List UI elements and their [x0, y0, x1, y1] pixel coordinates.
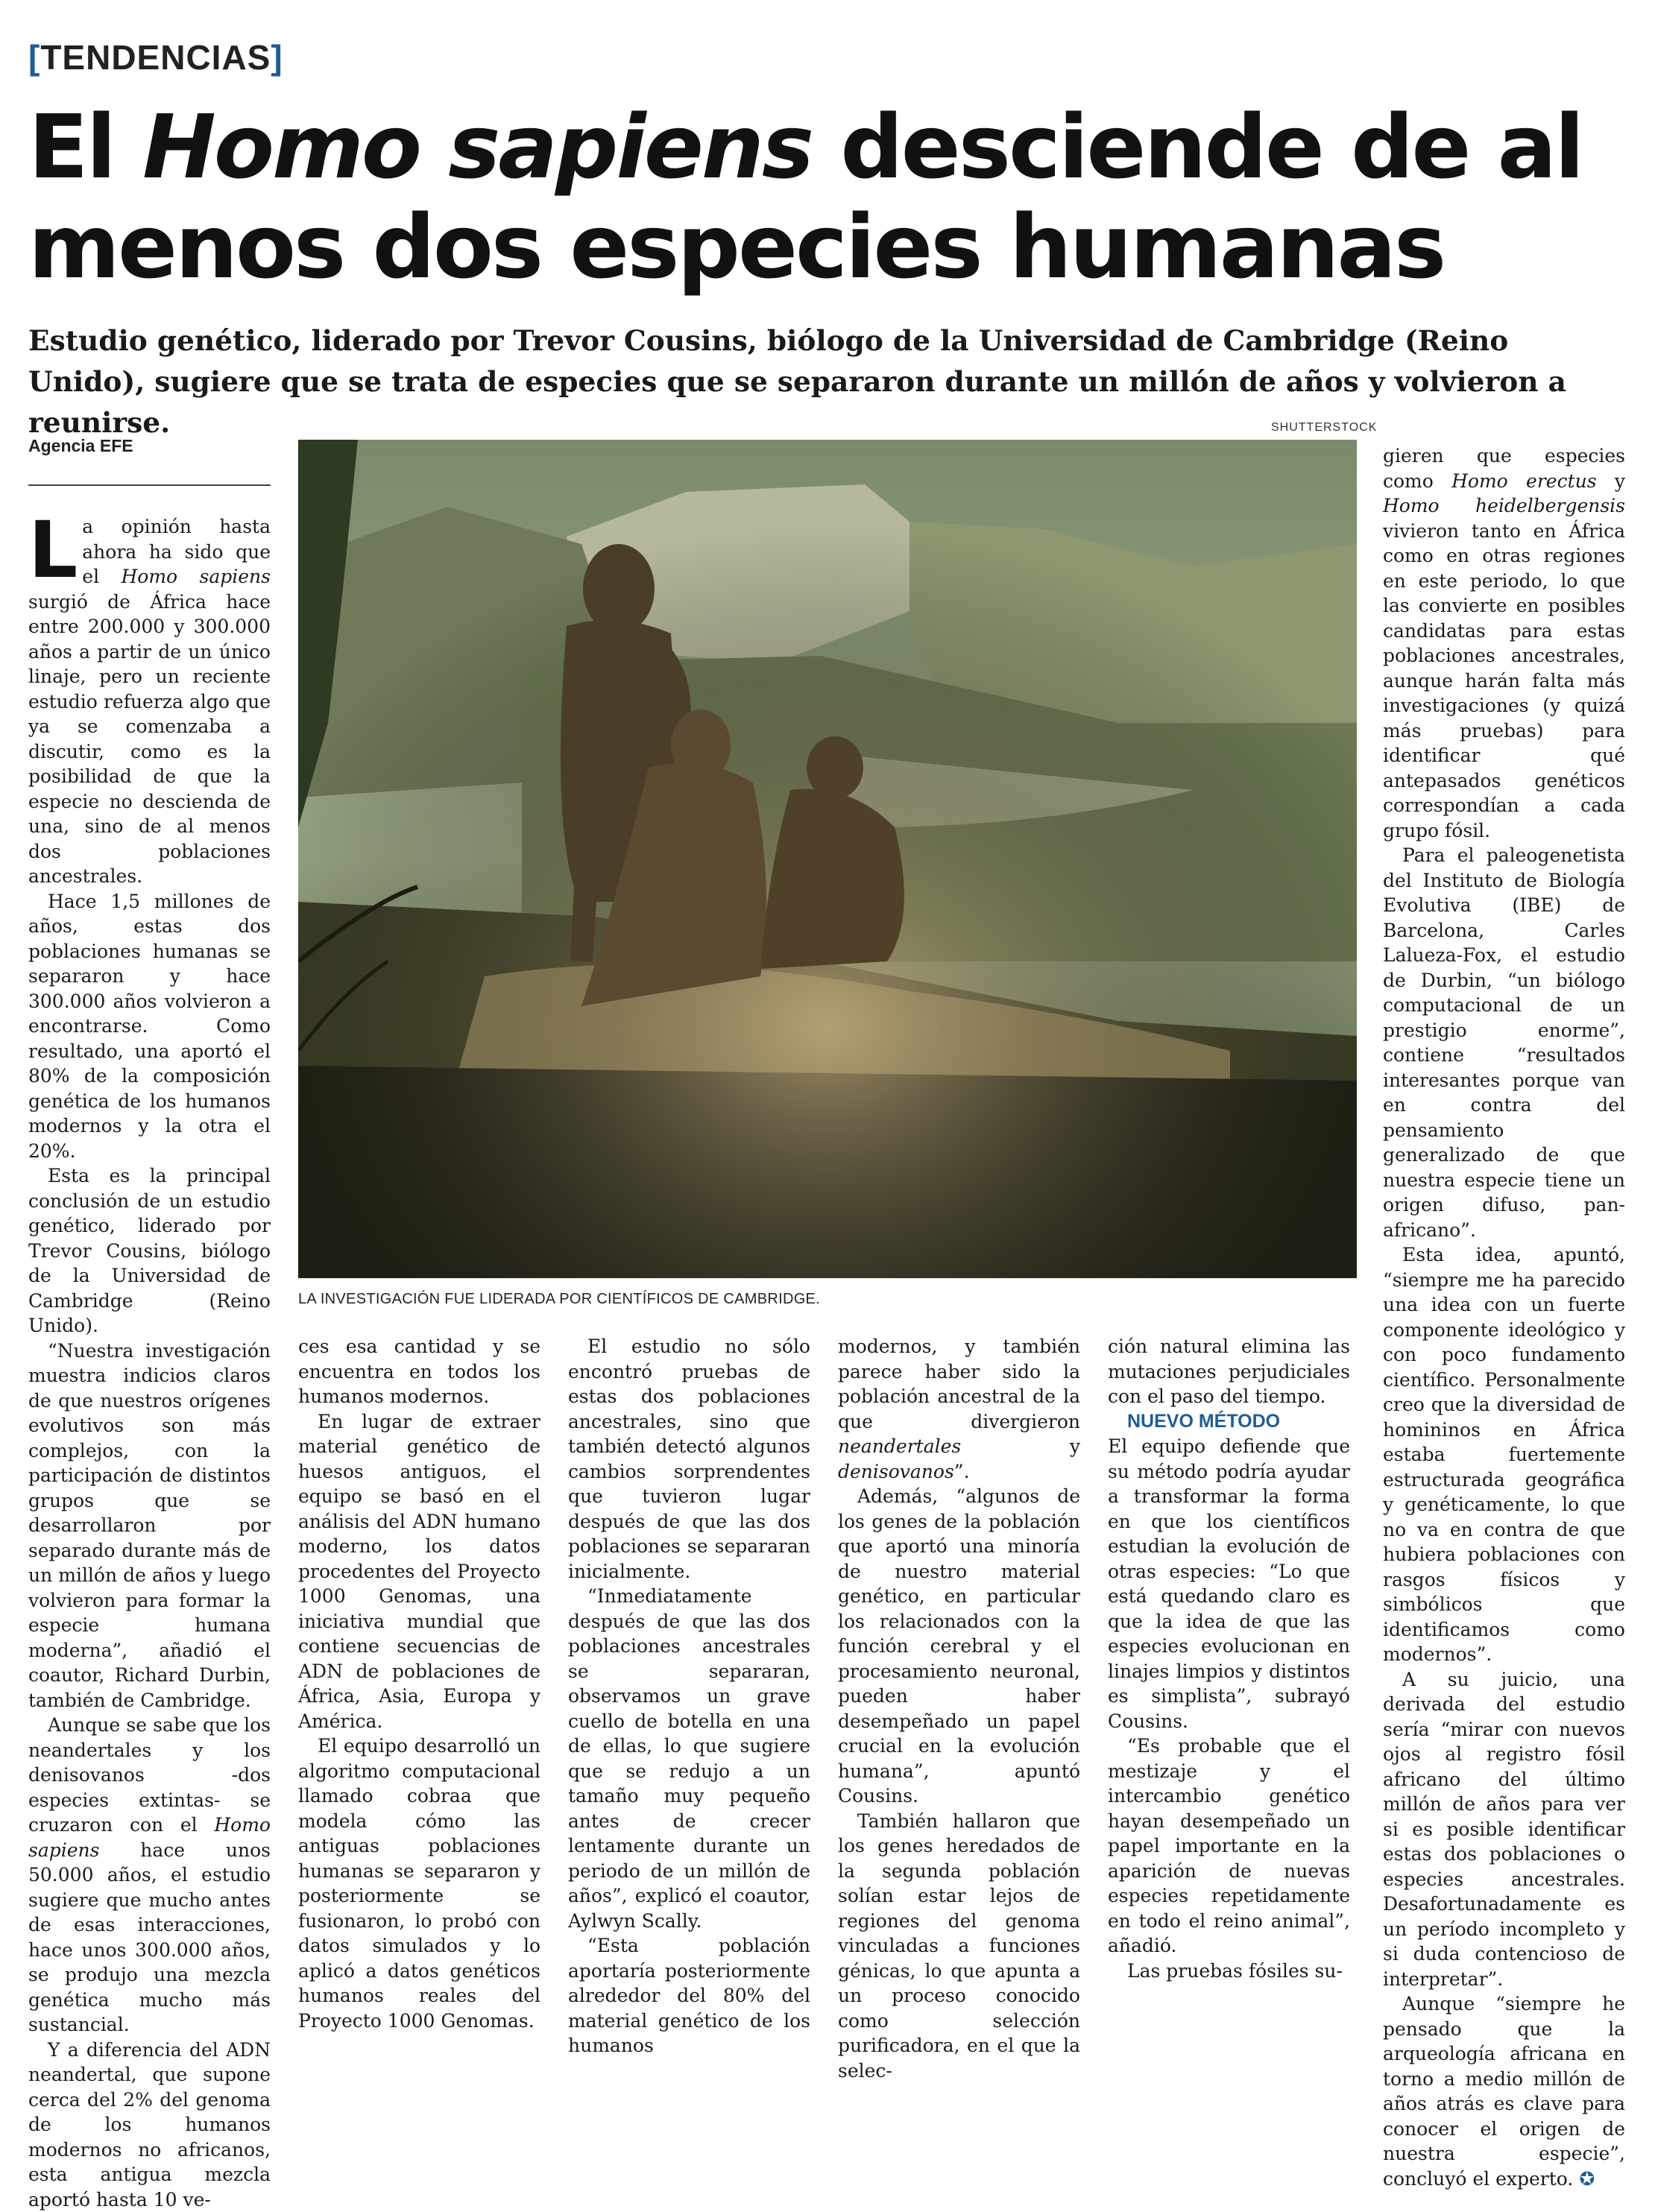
section-tag: [TENDENCIAS] [28, 37, 283, 78]
paragraph: ción natural elimina las mutaciones perjudiciales con el paso del tiempo. [1108, 1334, 1350, 1409]
paragraph: Las pruebas fósiles su- [1108, 1959, 1350, 1984]
paragraph: La opinión hasta ahora ha sido que el Homo sapiens surgió de África hace entre 200.000 y 300.000 años a partir de un único linaje, pero un reciente estudio refuerza algo que ya se comenzaba a discutir, como es la posibilidad de que la especie no descienda de una, sino de al menos dos poblaciones ancestrales. [28, 514, 271, 889]
column-4 [838, 1334, 1080, 2083]
column-2 [298, 1334, 540, 2033]
paragraph: En lugar de extraer material genético de huesos antiguos, el equipo se basó en el análisis del ADN humano moderno, los datos procedentes del Proyecto 1000 Genomas, una iniciativa mundial que contiene secuencias de ADN de poblaciones de África, Asia, Europa y América. [298, 1409, 540, 1734]
paragraph: El estudio no sólo encontró pruebas de estas dos poblaciones ancestrales, sino que también detectó algunos cambios sorprendentes que tuvieron lugar después de que las dos poblaciones se separaran inicialmente. [568, 1334, 810, 1584]
headline: El Homo sapiens desciende de al menos dos especies humanas [28, 97, 1631, 297]
paragraph: “Inmediatamente después de que las dos poblaciones ancestrales se separaran, observamos un grave cuello de botella en una de ellas, lo que sugiere que se redujo a un tamaño muy pequeño antes de crecer lentamente durante un periodo de un millón de años”, explicó el coautor, Aylwyn Scally. [568, 1584, 810, 1933]
headline-italic: Homo sapiens [142, 95, 812, 198]
paragraph: Esta idea, apuntó, “siempre me ha parecido una idea con un fuerte componente ideológico y con poco fundamento científico. Personalmente creo que la diversidad de homininos en África estaba fuertemente estructurada geográfica y genéticamente, lo que no va en contra de que hubiera poblaciones con rasgos físicos y simbólicos que identificamos como modernos”. [1383, 1242, 1625, 1667]
paragraph: Y a diferencia del ADN neandertal, que supone cerca del 2% del genoma de los humanos modernos no africanos, esta antigua mezcla aportó hasta 10 ve- [28, 2038, 271, 2212]
paragraph: Hace 1,5 millones de años, estas dos poblaciones humanas se separaron y hace 300.000 años volvieron a encontrarse. Como resultado, una aportó el 80% de la composición genética de los humanos modernos y la otra el 20%. [28, 889, 271, 1164]
column-1 [28, 514, 271, 2212]
drop-cap: L [28, 519, 78, 581]
column-3 [568, 1334, 810, 2058]
article-photo [298, 440, 1357, 1278]
paragraph: Esta es la principal conclusión de un estudio genético, liderado por Trevor Cousins, biólogo de la Universidad de Cambridge (Reino Unido). [28, 1163, 271, 1339]
section-subtitle: NUEVO MÉTODO [1108, 1409, 1350, 1435]
byline: Agencia EFE [28, 436, 133, 456]
byline-divider [28, 484, 271, 486]
paragraph: “Es probable que el mestizaje y el intercambio genético hayan desempeñado un papel importante en la aparición de nuevas especies repetidamente en todo el reino animal”, añadió. [1108, 1734, 1350, 1959]
column-5 [1108, 1334, 1350, 1983]
paragraph: Aunque “siempre he pensado que la arqueología africana en torno a medio millón de años atrás es clave para conocer el origen de nuestra especie”, concluyó el experto. ✪ [1383, 1991, 1625, 2191]
paragraph: El equipo desarrolló un algoritmo computacional llamado cobraa que modela cómo las antiguas poblaciones humanas se separaron y posteriormente se fusionaron, lo probó con datos simulados y lo aplicó a datos genéticos humanos reales del Proyecto 1000 Genomas. [298, 1734, 540, 2033]
subheadline: Estudio genético, liderado por Trevor Cousins, biólogo de la Universidad de Cambridge (Reino Unido), sugiere que se trata de especies que se separaron durante un millón de años y volvieron a reunirse. [28, 320, 1631, 443]
paragraph: modernos, y también parece haber sido la población ancestral de la que divergieron neandertales y denisovanos”. [838, 1334, 1080, 1484]
paragraph: gieren que especies como Homo erectus y Homo heidelbergensis vivieron tanto en África como en otras regiones en este periodo, lo que las convierte en posibles candidatas para estas poblaciones ancestrales, aunque harán falta más investigaciones (y quizá más pruebas) para identificar qué antepasados genéticos correspondían a cada grupo fósil. [1383, 443, 1625, 843]
paragraph: “Nuestra investigación muestra indicios claros de que nuestros orígenes evolutivos son más complejos, con la participación de distintos grupos que se desarrollaron por separado durante más de un millón de años y luego volvieron para formar la especie humana moderna”, añadió el coautor, Richard Durbin, también de Cambridge. [28, 1339, 271, 1713]
photo-caption: LA INVESTIGACIÓN FUE LIDERADA POR CIENTÍFICOS DE CAMBRIDGE. [298, 1291, 820, 1308]
paragraph: También hallaron que los genes heredados de la segunda población solían estar lejos de regiones del genoma vinculadas a funciones génicas, lo que apunta a un proceso conocido como selección purificadora, en el que la selec- [838, 1809, 1080, 2084]
section-label: TENDENCIAS [40, 38, 271, 77]
column-6 [1383, 443, 1625, 2191]
end-mark-icon: ✪ [1579, 2168, 1595, 2190]
photo-credit: SHUTTERSTOCK [1271, 421, 1377, 434]
paragraph: El equipo defiende que su método podría ayudar a transformar la forma en que los científicos estudian la evolución de otras especies: “Lo que está quedando claro es que la idea de que las especies evolucionan en linajes limpios y distintos es simplista”, subrayó Cousins. [1108, 1434, 1350, 1734]
paragraph: “Esta población aportaría posteriormente alrededor del 80% del material genético de los humanos [568, 1933, 810, 2058]
paragraph: ces esa cantidad y se encuentra en todos los humanos modernos. [298, 1334, 540, 1409]
paragraph: A su juicio, una derivada del estudio sería “mirar con nuevos ojos al registro fósil africano del último millón de años para ver si es posible identificar estas dos poblaciones o especies ancestrales. Desafortunadamente es un período incompleto y si duda contencioso de interpretar”. [1383, 1667, 1625, 1992]
paragraph: Aunque se sabe que los neandertales y los denisovanos -dos especies extintas- se cruzaron con el Homo sapiens hace unos 50.000 años, el estudio sugiere que mucho antes de esas interacciones, hace unos 300.000 años, se produjo una mezcla genética mucho más sustancial. [28, 1713, 271, 2038]
paragraph: Además, “algunos de los genes de la población que aportó una minoría de nuestro material genético, en particular los relacionados con la función cerebral y el procesamiento neuronal, pueden haber desempeñado un papel crucial en la evolución humana”, apuntó Cousins. [838, 1484, 1080, 1809]
paragraph: Para el paleogenetista del Instituto de Biología Evolutiva (IBE) de Barcelona, Carles Lalueza-Fox, el estudio de Durbin, “un biólogo computacional de un prestigio enorme”, contiene “resultados interesantes porque van en contra del pensamiento generalizado de que nuestra especie tiene un origen difuso, pan-africano”. [1383, 843, 1625, 1242]
